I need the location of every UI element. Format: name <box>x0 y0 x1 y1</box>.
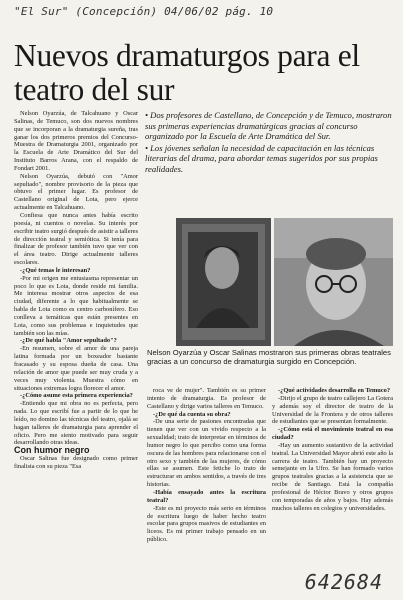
body-paragraph: Oscar Salinas fue designado como primer finalista con su pieza "Esa <box>14 455 138 470</box>
body-paragraph: Nelson Oyarzúa, de Talcahuano y Oscar Salinas, de Temuco, son dos nuevos nombres que se incorporan a la dramaturgia sureña, tras ganar los dos primeros premios del Concurso-Muestra de Dramaturgia 2001, organizado por la Escuela de Arte Dramático del Sur del Instituto Barros Arana, con el respaldo de Fondart 2001. <box>14 110 138 172</box>
body-paragraph: -Dirijo el grupo de teatro callejero La Gotera y además soy el director de teatro de la Universidad de la Frontera y de otros talleres de estudiantes que se presentan formalmente. <box>272 394 393 426</box>
lead-paragraph: • Los jóvenes señalan la necesidad de capacitación en las técnicas literarias del drama, para abordar temas sugeridos por sus propias realidades. <box>145 142 378 174</box>
interview-question: -¿De qué habla "Amor sepultado"? <box>20 337 117 345</box>
article-column-2 <box>147 387 266 587</box>
lead-paragraph: • Dos profesores de Castellano, de Concepción y de Temuco, mostraron sus primeras experiencias dramatúrgicas gracias al concurso organizado por la Escuela de Arte Dramática del Sur. <box>145 110 392 142</box>
headline: Nuevos dramaturgos para el teatro del sur <box>14 38 360 108</box>
clipping-note: "El Sur" (Concepción) 04/06/02 pág. 10 <box>14 5 274 18</box>
photo-nelson-oyarzua <box>176 218 271 346</box>
body-paragraph: Nelson Oyarzúa, debutó con "Amor sepultado", nombre provisorio de la pieza que obtuvo el primer lugar. Es profesor de Castellano original de Lota, pero ejerce actualmente en Talcahuano. <box>14 172 138 212</box>
body-paragraph: roca ve de mujer". También es su primer intento de dramaturgia. Es profesor de Castellano y dirige varios talleres en Temuco. <box>147 387 266 410</box>
photo-oscar-salinas <box>274 218 393 346</box>
interview-question: -¿Cómo está el movimiento teatral en esa ciudad? <box>272 426 393 442</box>
body-paragraph: -Este es mi proyecto más serio en términos de escritura luego de haber hecho teatro escolar para grupos masivos de estudiantes en liceos. Es mi primer trabajo pensado en un público. <box>147 504 266 544</box>
body-paragraph: -Entiendo que mi obra no es perfecta, pero nada. Lo que escribí fue a partir de lo que he leído, no domino las técnicas del teatro, ojalá se hagan talleres de dramaturgia para aprender el oficio. Pero me siento motivado para seguir desarrollando otras ideas. <box>14 400 138 447</box>
portrait-photo <box>176 218 271 346</box>
body-paragraph: -Hay un aumento sustantivo de la actividad teatral. La Universidad Mayor abrió este año la carrera de teatro. También hay un proyecto semejante en la Ufro. Se han formado varios grupos teatrales gracias a la asistencia que se recibe de Santiago. Está la compañía profesional de Héctor Bravo y otros grupos con temporadas de años y bajos. Hay además muchos talleres en colegios y universidades. <box>272 441 393 512</box>
interview-question: -¿Cómo asume esta primera experiencia? <box>20 392 133 400</box>
body-paragraph: Confiesa que nunca antes había escrito poesía, ni cuentos o novelas. Su interés por escribir teatro surgió después de asistir a talleres de dirección teatral y semiótica. Si tenía para finalizar de profesor también tuvo que ver con el área teatro. Dirige actualmente talleres escolares. <box>14 211 138 267</box>
body-paragraph: -De una serie de pasiones encontradas que tienen que ver con un vivido respecto a la sexualidad; trato de interpretar en términos de humor negro lo que percibo como una forma oscura de las hombres para relacionarse con el otro sexo y también de las mujeres, de cómo ellas se asumen. Este fetiche lo trato de estructurar en ambos sentidos, a través de tres historias. <box>147 418 266 489</box>
lead-box <box>145 110 395 176</box>
section-subhead: Con humor negro <box>14 445 90 456</box>
article-column-1 <box>14 110 138 590</box>
portrait-photo <box>274 218 393 346</box>
interview-question: -¿Qué actividades desarrolla en Temuco? <box>278 387 391 394</box>
interview-question: -Había ensayado antes la escritura teatral? <box>147 488 266 504</box>
article-column-3 <box>272 387 393 587</box>
body-paragraph: -En resumen, sobre el amor de una pareja latina formada por un boxeador bastante fracasado y su esposa dueña de casa. Una relación de amor que puede ser muy cruda y a veces muy violenta. Muestra cómo en situaciones extremas logra florecer el amor. <box>14 345 138 392</box>
photo-caption: Nelson Oyarzúa y Oscar Salinas mostraron sus primeras obras teatrales gracias a un concurso de dramaturgia surgido en Concepción. <box>147 348 391 367</box>
interview-question: -¿De qué da cuenta su obra? <box>153 410 231 418</box>
archive-serial-number: 642684 <box>304 570 383 594</box>
body-paragraph: -Por mi origen me entusiasma representar un poco lo que es Lota, donde reside mi familia. Me interesa mostrar otros aspectos de esa ciudad, diferente a lo que habitualmente se habla de Lota como es centro carbonífero. Eso conlleva a temáticas que están presentes en Lota, como sus problemas e inquietudes que también son las mías. <box>14 274 138 337</box>
interview-question: -¿Qué temas le interesan? <box>20 266 91 274</box>
